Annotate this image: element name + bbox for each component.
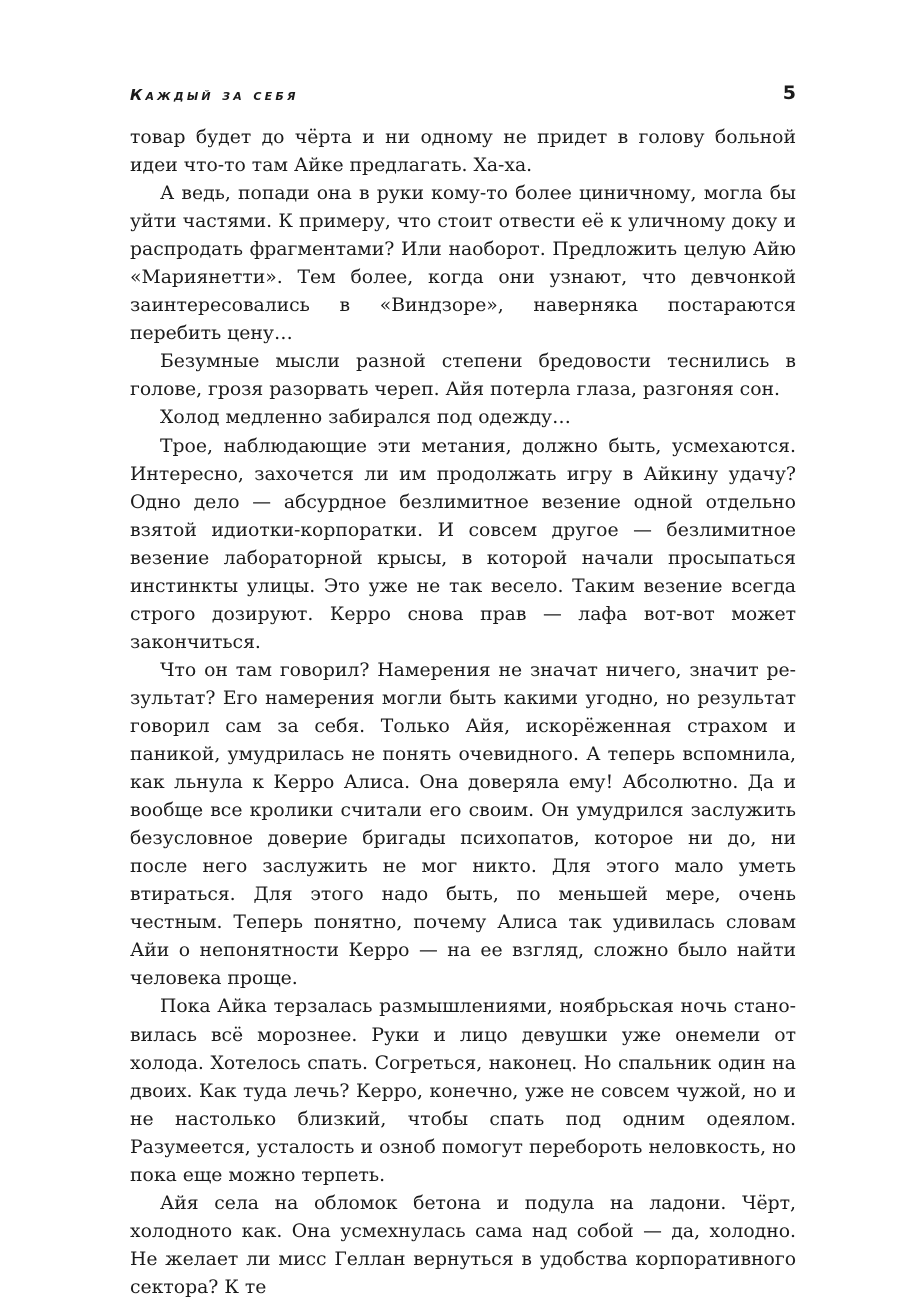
paragraph: Айя села на обломок бетона и подула на ладони. Чёрт, холодното как. Она усмехнулась сама над собой — да, холодно. Не желает ли мисс Геллан вернуться в удобства корпоративного сектора? К те bbox=[130, 1192, 796, 1298]
paragraph: А ведь, попади она в руки кому-то более циничному, могла бы уйти частями. К примеру, что стоит отвести её к уличному доку и распродать фрагментами? Или наоборот. Предложить целую Айю «Мариянетти». Тем более, когда они узнают, что девчонкой заинтересовались в «Виндзоре», наверняка постараются перебить цену… bbox=[130, 183, 796, 345]
paragraph: Холод медленно забирался под одежду… bbox=[160, 407, 571, 429]
page-number: 5 bbox=[782, 82, 796, 104]
paragraph: Что он там говорил? Намерения не значат ничего, значит результат? Его намерения могли быть какими угодно, но результат говорил сам за себя. Только Айя, искорёженная страхом и паникой, умудрилась не понять очевидного. А теперь вспомнила, как льнула к Керро Алиса. Она доверяла ему! Абсолютно. Да и вообще все кролики считали его своим. Он умудрился заслужить безусловное доверие бригады психопатов, которое ни до, ни после него заслужить не мог никто. Для этого мало уметь втираться. Для этого надо быть, по меньшей мере, очень честным. Теперь понятно, почему Алиса так удивилась словам Айи о непонятности Керро — на ее взгляд, сложно было найти человека проще. bbox=[130, 659, 796, 990]
paragraph: Безумные мысли разной степени бредовости теснились в голове, грозя разорвать череп. Айя потерла глаза, разгоняя сон. bbox=[130, 351, 796, 401]
running-title: Каждый за себя bbox=[130, 86, 299, 104]
paragraph: Пока Айка терзалась размышлениями, ноябрьская ночь становилась всё морознее. Руки и лицо девушки уже онемели от холода. Хотелось спать. Согреться, наконец. Но спальник один на двоих. Как туда лечь? Керро, конечно, уже не совсем чужой, но и не настолько близкий, чтобы спать под одним одеялом. Разумеется, усталость и озноб помогут перебороть неловкость, но пока еще можно терпеть. bbox=[130, 996, 796, 1186]
paragraph: Трое, наблюдающие эти метания, должно быть, усмехаются. Интересно, захочется ли им продолжать игру в Айкину удачу? Одно дело — абсурдное безлимитное везение одной отдельно взятой идиотки-корпоратки. И совсем другое — безлимитное везение лабораторной крысы, в которой начали просыпаться инстинкты улицы. Это уже не так весело. Таким везение всегда строго дозируют. Керро снова прав — лафа вот-вот может закончиться. bbox=[130, 435, 796, 653]
text-body bbox=[130, 124, 796, 1302]
paragraph: товар будет до чёрта и ни одному не придет в голову больной идеи что-то там Айке предлагать. Ха-ха. bbox=[130, 127, 796, 177]
running-head bbox=[130, 80, 798, 120]
